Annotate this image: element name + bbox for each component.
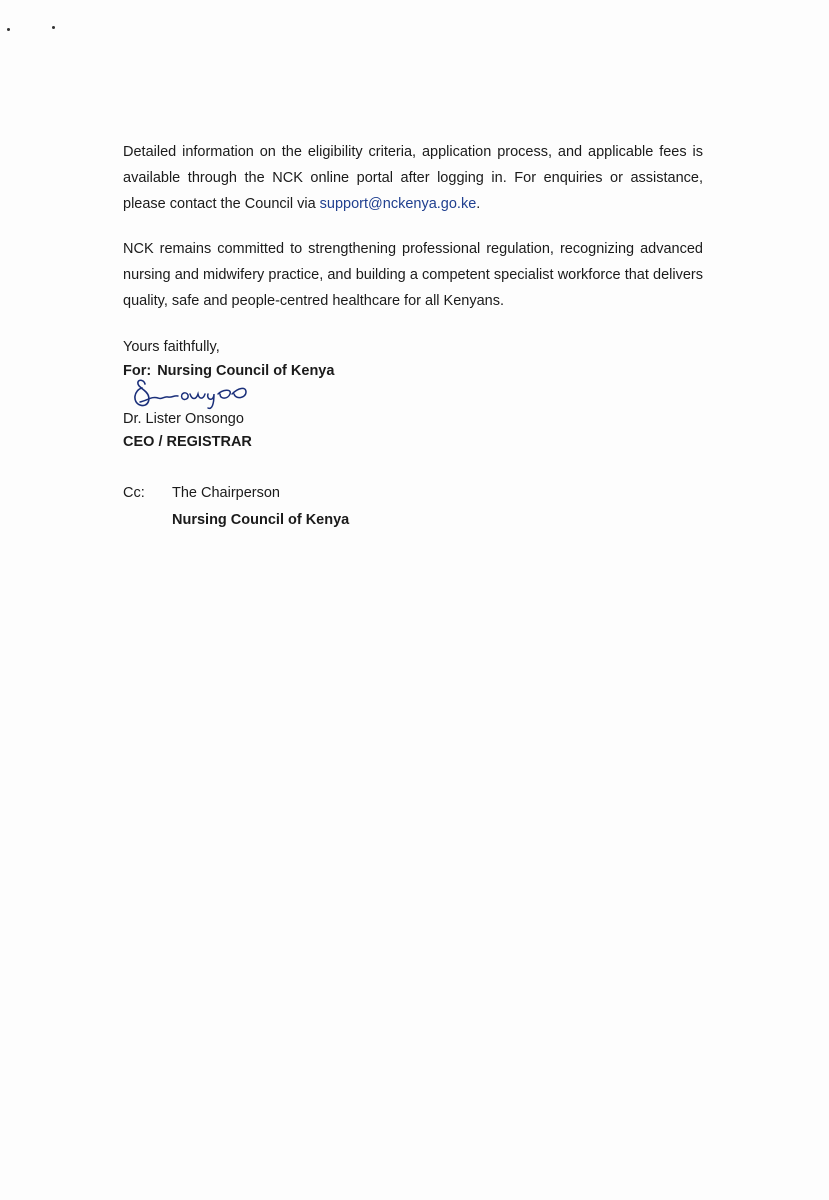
- closing-block: [123, 335, 334, 383]
- scan-speck: [7, 28, 10, 31]
- paragraph-commitment: NCK remains committed to strengthening professional regulation, recognizing advanced nursing and midwifery practice, and building a competent specialist workforce that delivers quality, safe and people-centred healthcare for all Kenyans.: [123, 241, 703, 309]
- for-organisation: Nursing Council of Kenya: [157, 363, 335, 379]
- scan-speck: [52, 26, 55, 29]
- paragraph-portal-info-end: .: [476, 196, 481, 212]
- cc-recipient-line2: Nursing Council of Kenya: [172, 512, 350, 528]
- closing-salutation: Yours faithfully,: [123, 339, 220, 355]
- signer-title: CEO / REGISTRAR: [123, 434, 252, 450]
- for-label: For:: [123, 363, 152, 379]
- paragraph-portal-info: [123, 139, 703, 217]
- cc-block: [123, 480, 349, 534]
- cc-recipient: [172, 480, 349, 534]
- cc-label: Cc:: [123, 485, 145, 501]
- paragraph-portal-info-text: Detailed information on the eligibility criteria, application process, and applicable fees is available through the NCK online portal after logging in. For enquiries or assistance, please contact the Council via: [123, 144, 703, 212]
- cc-recipient-line1: The Chairperson: [172, 485, 280, 501]
- support-email-link[interactable]: support@nckenya.go.ke: [319, 196, 477, 212]
- signer-block: [123, 408, 252, 454]
- signer-name: Dr. Lister Onsongo: [123, 411, 244, 427]
